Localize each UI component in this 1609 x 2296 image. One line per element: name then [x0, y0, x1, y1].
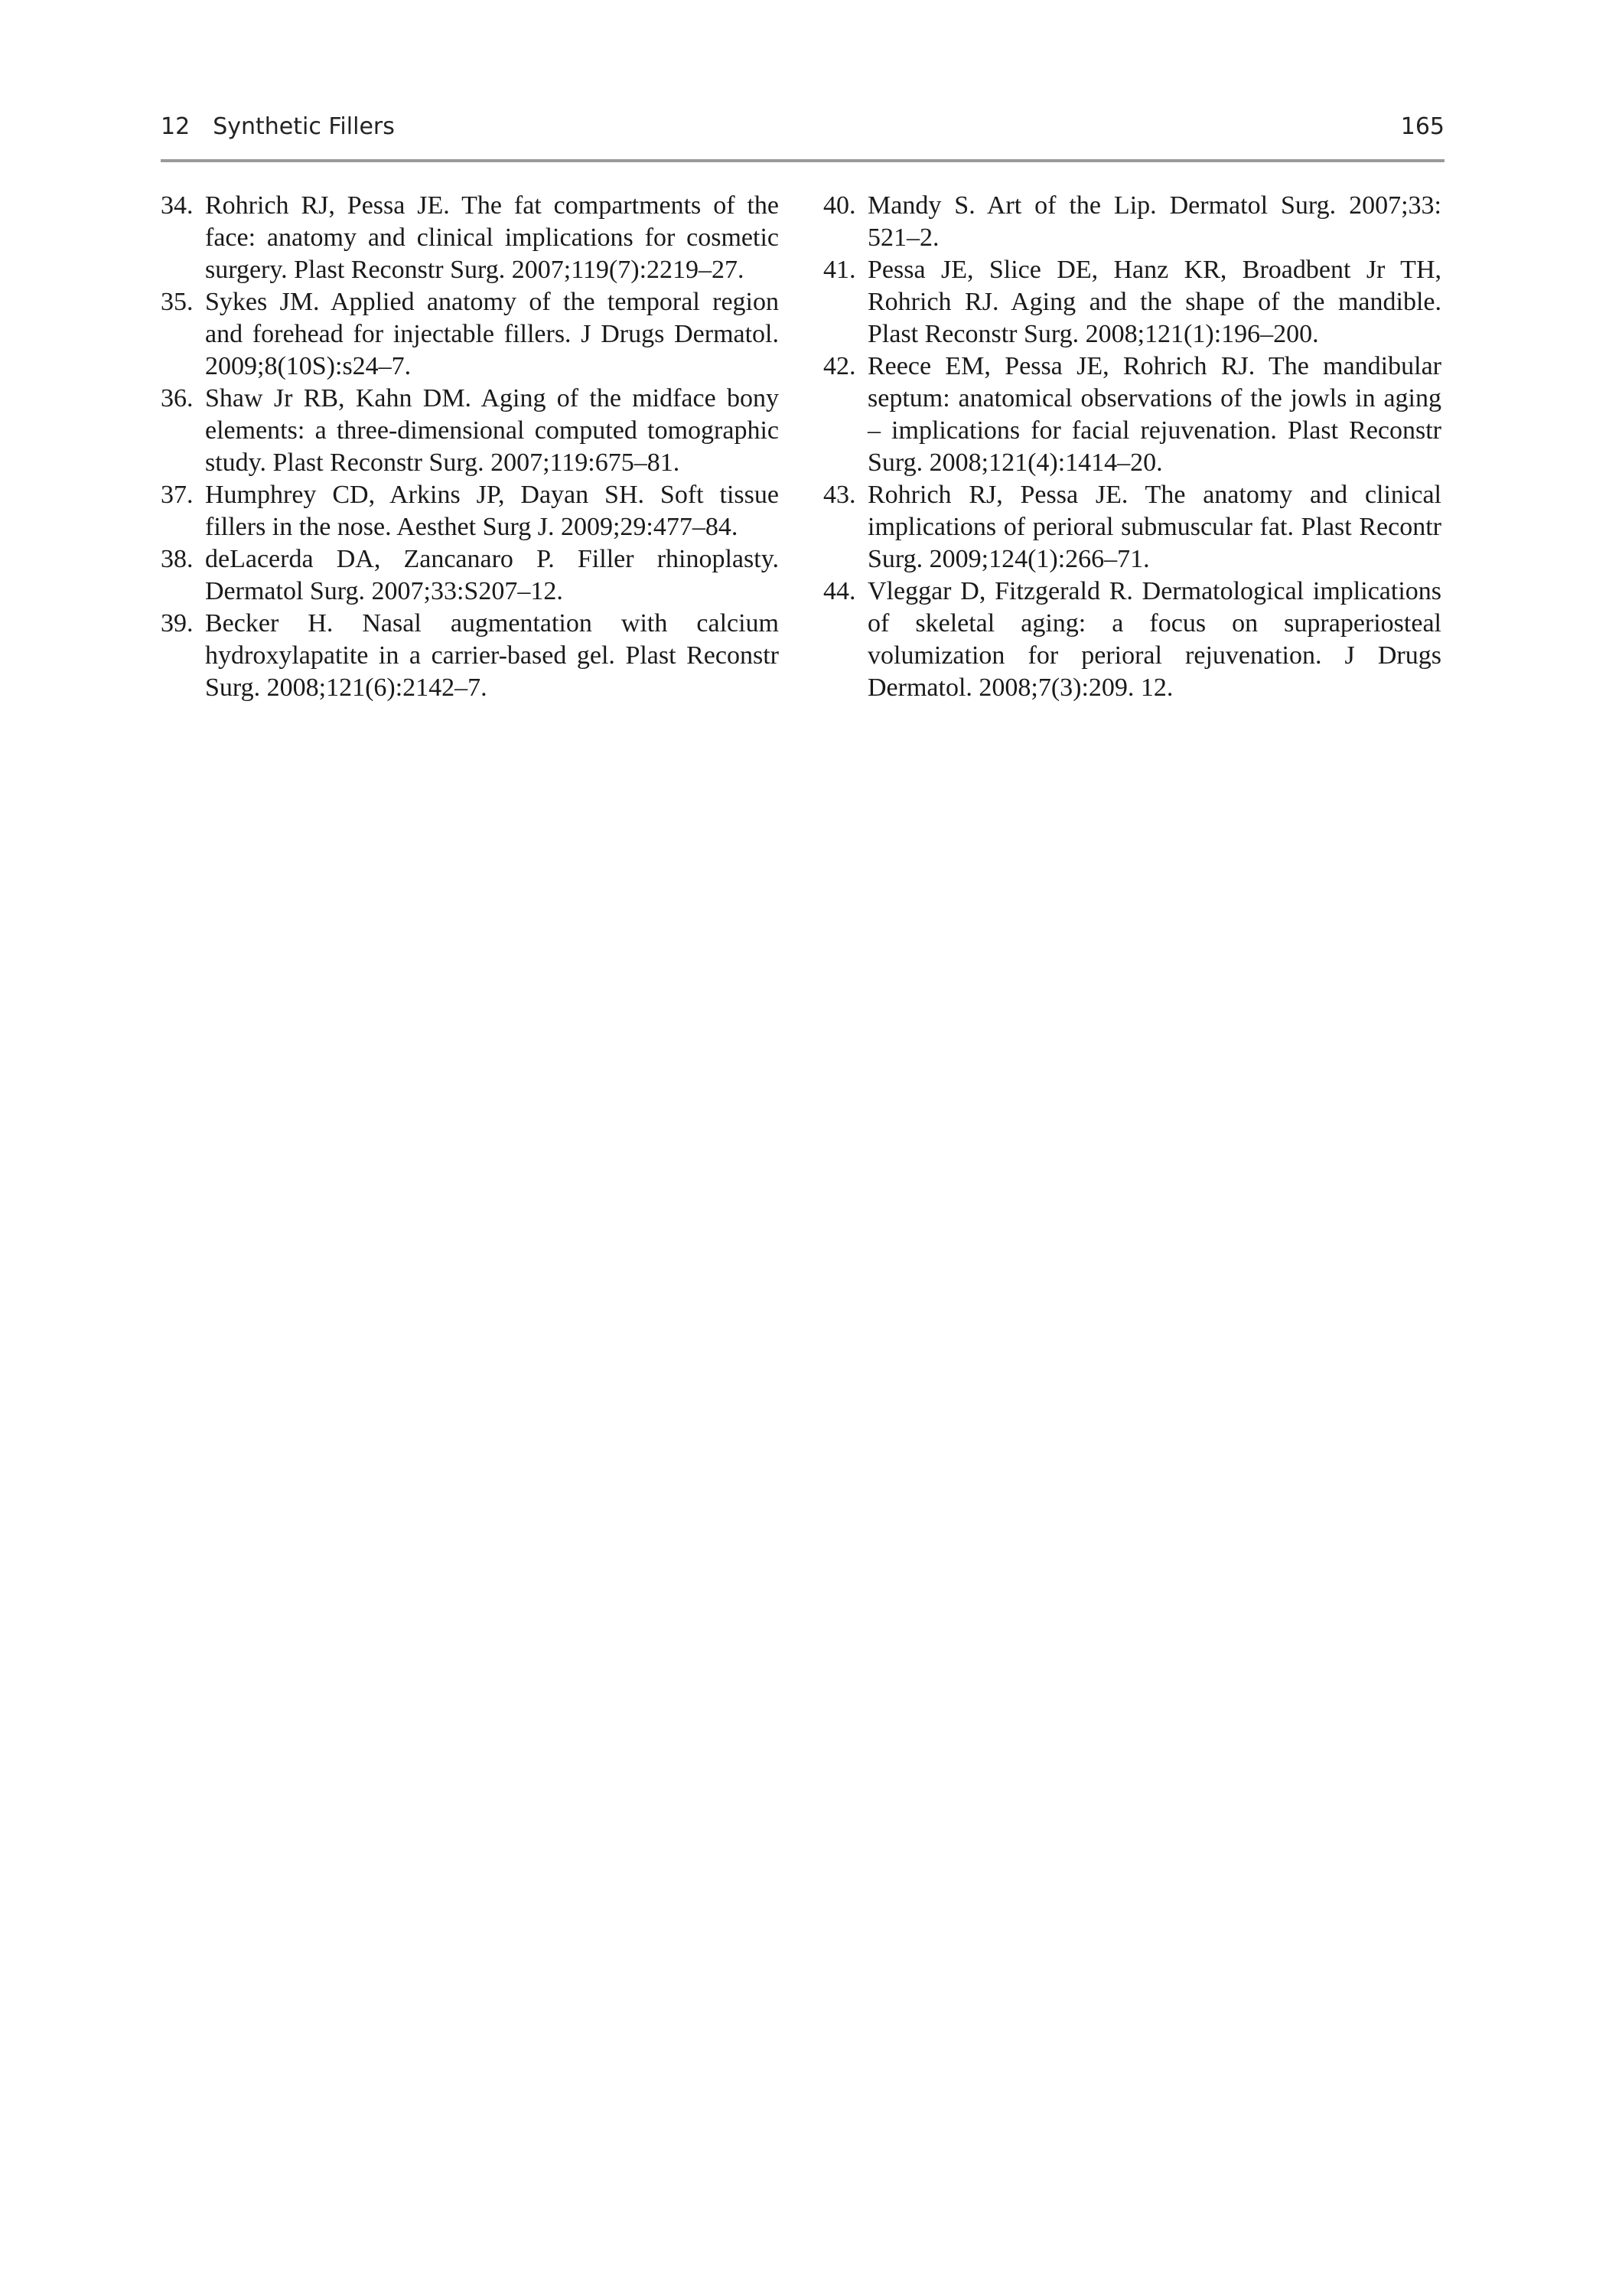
reference-number: 44.: [823, 577, 856, 605]
reference-text: deLacerda DA, Zancanaro P. Filler rhinoplasty. Dermatol Surg. 2007;33:S207–12.: [205, 545, 779, 605]
running-head: [161, 113, 395, 140]
reference-item: [823, 576, 1441, 704]
reference-text: Sykes JM. Applied anatomy of the temporal region and forehead for injectable fillers. J Drugs Dermatol. 2009;8(10S):s24–7.: [205, 288, 779, 380]
page-number: 165: [1400, 113, 1445, 140]
reference-number: 41.: [823, 256, 856, 284]
reference-item: [823, 190, 1441, 254]
references-column-right: [823, 190, 1441, 704]
reference-item: [161, 190, 779, 286]
reference-text: Reece EM, Pessa JE, Rohrich RJ. The mandibular septum: anatomical observations of the jowls in aging – implications for facial rejuvenation. Plast Reconstr Surg. 2008;121(4):1414–20.: [868, 352, 1441, 477]
chapter-number: 12: [161, 113, 191, 140]
reference-item: [161, 286, 779, 383]
reference-text: Humphrey CD, Arkins JP, Dayan SH. Soft tissue fillers in the nose. Aesthet Surg J. 2009;29:477–84.: [205, 481, 779, 541]
reference-number: 42.: [823, 352, 856, 380]
references-column-left: [161, 190, 779, 704]
reference-item: [161, 479, 779, 543]
reference-item: [823, 254, 1441, 351]
reference-item: [161, 608, 779, 704]
reference-text: Becker H. Nasal augmentation with calcium hydroxylapatite in a carrier-based gel. Plast Reconstr Surg. 2008;121(6):2142–7.: [205, 609, 779, 702]
reference-text: Pessa JE, Slice DE, Hanz KR, Broadbent Jr TH, Rohrich RJ. Aging and the shape of the mandible. Plast Reconstr Surg. 2008;121(1):196–200.: [868, 256, 1441, 348]
page-header: [161, 106, 1445, 162]
reference-text: Mandy S. Art of the Lip. Dermatol Surg. 2007;33: 521–2.: [868, 191, 1441, 252]
reference-number: 36.: [161, 384, 194, 413]
reference-item: [823, 479, 1441, 576]
reference-item: [161, 543, 779, 608]
reference-item: [161, 383, 779, 479]
reference-item: [823, 351, 1441, 479]
reference-text: Rohrich RJ, Pessa JE. The anatomy and clinical implications of perioral submuscular fat. Plast Recontr Surg. 2009;124(1):266–71.: [868, 481, 1441, 573]
reference-number: 35.: [161, 288, 194, 316]
reference-text: Rohrich RJ, Pessa JE. The fat compartments of the face: anatomy and clinical implications for cosmetic surgery. Plast Reconstr Surg. 2007;119(7):2219–27.: [205, 191, 779, 284]
reference-text: Vleggar D, Fitzgerald R. Dermatological implications of skeletal aging: a focus on supraperiosteal volumization for perioral rejuvenation. J Drugs Dermatol. 2008;7(3):209. 12.: [868, 577, 1441, 702]
chapter-title: Synthetic Fillers: [213, 113, 395, 140]
reference-text: Shaw Jr RB, Kahn DM. Aging of the midface bony elements: a three-dimensional computed tomographic study. Plast Reconstr Surg. 2007;119:675–81.: [205, 384, 779, 477]
reference-number: 39.: [161, 609, 194, 638]
reference-number: 37.: [161, 481, 194, 509]
reference-number: 43.: [823, 481, 856, 509]
reference-number: 40.: [823, 191, 856, 220]
reference-number: 34.: [161, 191, 194, 220]
reference-number: 38.: [161, 545, 194, 573]
